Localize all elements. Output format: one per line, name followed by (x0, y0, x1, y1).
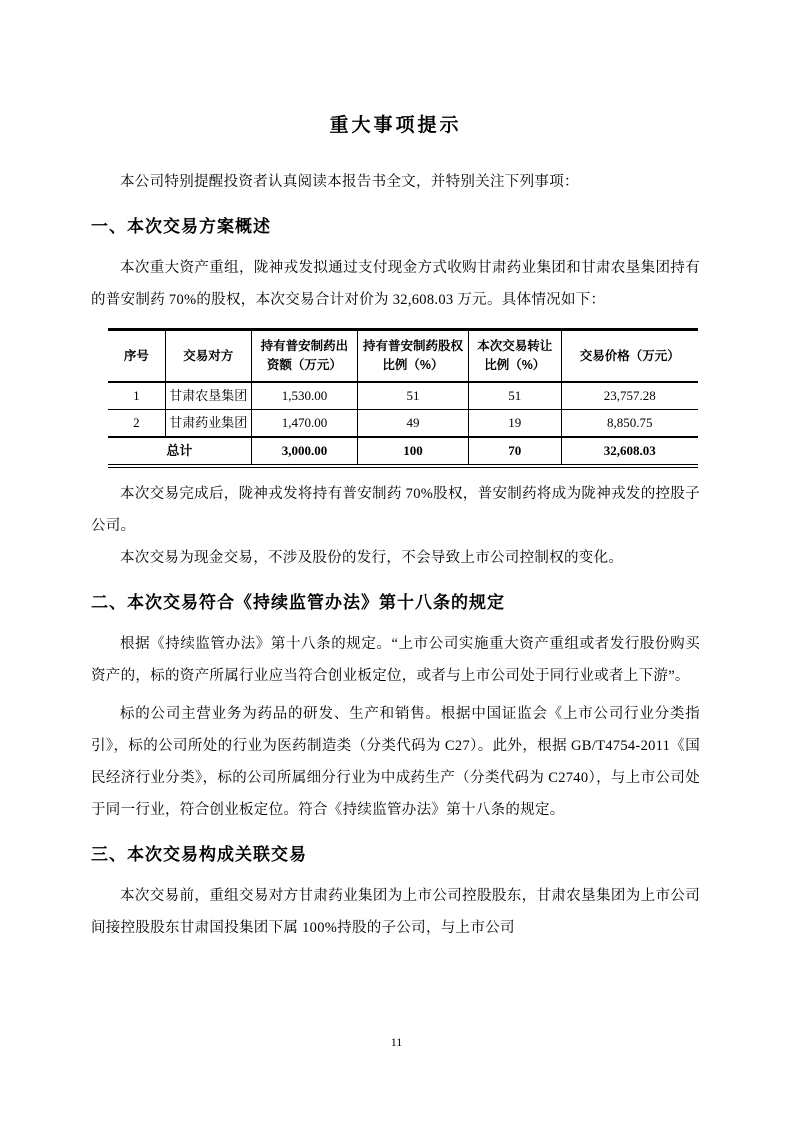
section-3-heading: 三、本次交易构成关联交易 (91, 845, 307, 864)
table-header-row (108, 330, 698, 383)
total-transfer-ratio: 70 (468, 437, 561, 466)
table-row (108, 382, 698, 410)
section-1-paragraph-3: 本次交易为现金交易，不涉及股份的发行，不会导致上市公司控制权的变化。 (120, 550, 624, 566)
cell-price: 8,850.75 (561, 410, 698, 438)
section-2-paragraph-1: 根据《持续监管办法》第十八条的规定。“上市公司实施重大资产重组或者发行股份购买资产的，标的资产所属行业应当符合创业板定位，或者与上市公司处于同行业或者上下游”。 (91, 636, 700, 684)
column-header-price: 交易价格（万元） (561, 330, 698, 383)
intro-paragraph: 本公司特别提醒投资者认真阅读本报告书全文，并特别关注下列事项： (120, 174, 579, 190)
cell-price: 23,757.28 (561, 382, 698, 410)
section-1-paragraph-1: 本次重大资产重组，陇神戎发拟通过支付现金方式收购甘肃药业集团和甘肃农垦集团持有的普安制药 70%的股权，本次交易合计对价为 32,608.03 万元。具体情况如下： (91, 260, 700, 308)
table-row (108, 410, 698, 438)
cell-index: 1 (108, 382, 165, 410)
cell-capital-contribution: 1,470.00 (251, 410, 357, 438)
total-equity-ratio: 100 (358, 437, 469, 466)
total-label: 总计 (108, 437, 251, 466)
column-header-transfer-ratio: 本次交易转让比例（%） (468, 330, 561, 383)
total-price: 32,608.03 (561, 437, 698, 466)
cell-equity-ratio: 49 (358, 410, 469, 438)
column-header-equity-ratio: 持有普安制药股权比例（%） (358, 330, 469, 383)
section-2-heading: 二、本次交易符合《持续监管办法》第十八条的规定 (91, 593, 505, 612)
column-header-counterparty: 交易对方 (165, 330, 251, 383)
cell-transfer-ratio: 19 (468, 410, 561, 438)
page-number: 11 (390, 1035, 403, 1049)
section-3-paragraph-1: 本次交易前，重组交易对方甘肃药业集团为上市公司控股股东，甘肃农垦集团为上市公司间接控股股东甘肃国投集团下属 100%持股的子公司，与上市公司 (91, 888, 700, 936)
document-title: 重大事项提示 (329, 115, 462, 136)
column-header-capital-contribution: 持有普安制药出资额（万元） (251, 330, 357, 383)
cell-counterparty: 甘肃农垦集团 (165, 382, 251, 410)
total-capital-contribution: 3,000.00 (251, 437, 357, 466)
column-header-index: 序号 (108, 330, 165, 383)
cell-capital-contribution: 1,530.00 (251, 382, 357, 410)
cell-transfer-ratio: 51 (468, 382, 561, 410)
section-2-paragraph-2: 标的公司主营业务为药品的研发、生产和销售。根据中国证监会《上市公司行业分类指引》，标的公司所处的行业为医药制造类（分类代码为 C27）。此外，根据 GB/T4754-2011《国民经济行业分类》，标的公司所属细分行业为中成药生产（分类代码为 C2740），与上市公司处于同一行业，符合创业板定位。符合《持续监管办法》第十八条的规定。 (91, 706, 700, 818)
cell-equity-ratio: 51 (358, 382, 469, 410)
section-1-heading: 一、本次交易方案概述 (91, 217, 271, 236)
section-1-paragraph-2: 本次交易完成后，陇神戎发将持有普安制药 70%股权，普安制药将成为陇神戎发的控股子公司。 (91, 486, 700, 534)
table-total-row (108, 437, 698, 466)
cell-counterparty: 甘肃药业集团 (165, 410, 251, 438)
cell-index: 2 (108, 410, 165, 438)
transaction-summary-table (108, 328, 698, 468)
